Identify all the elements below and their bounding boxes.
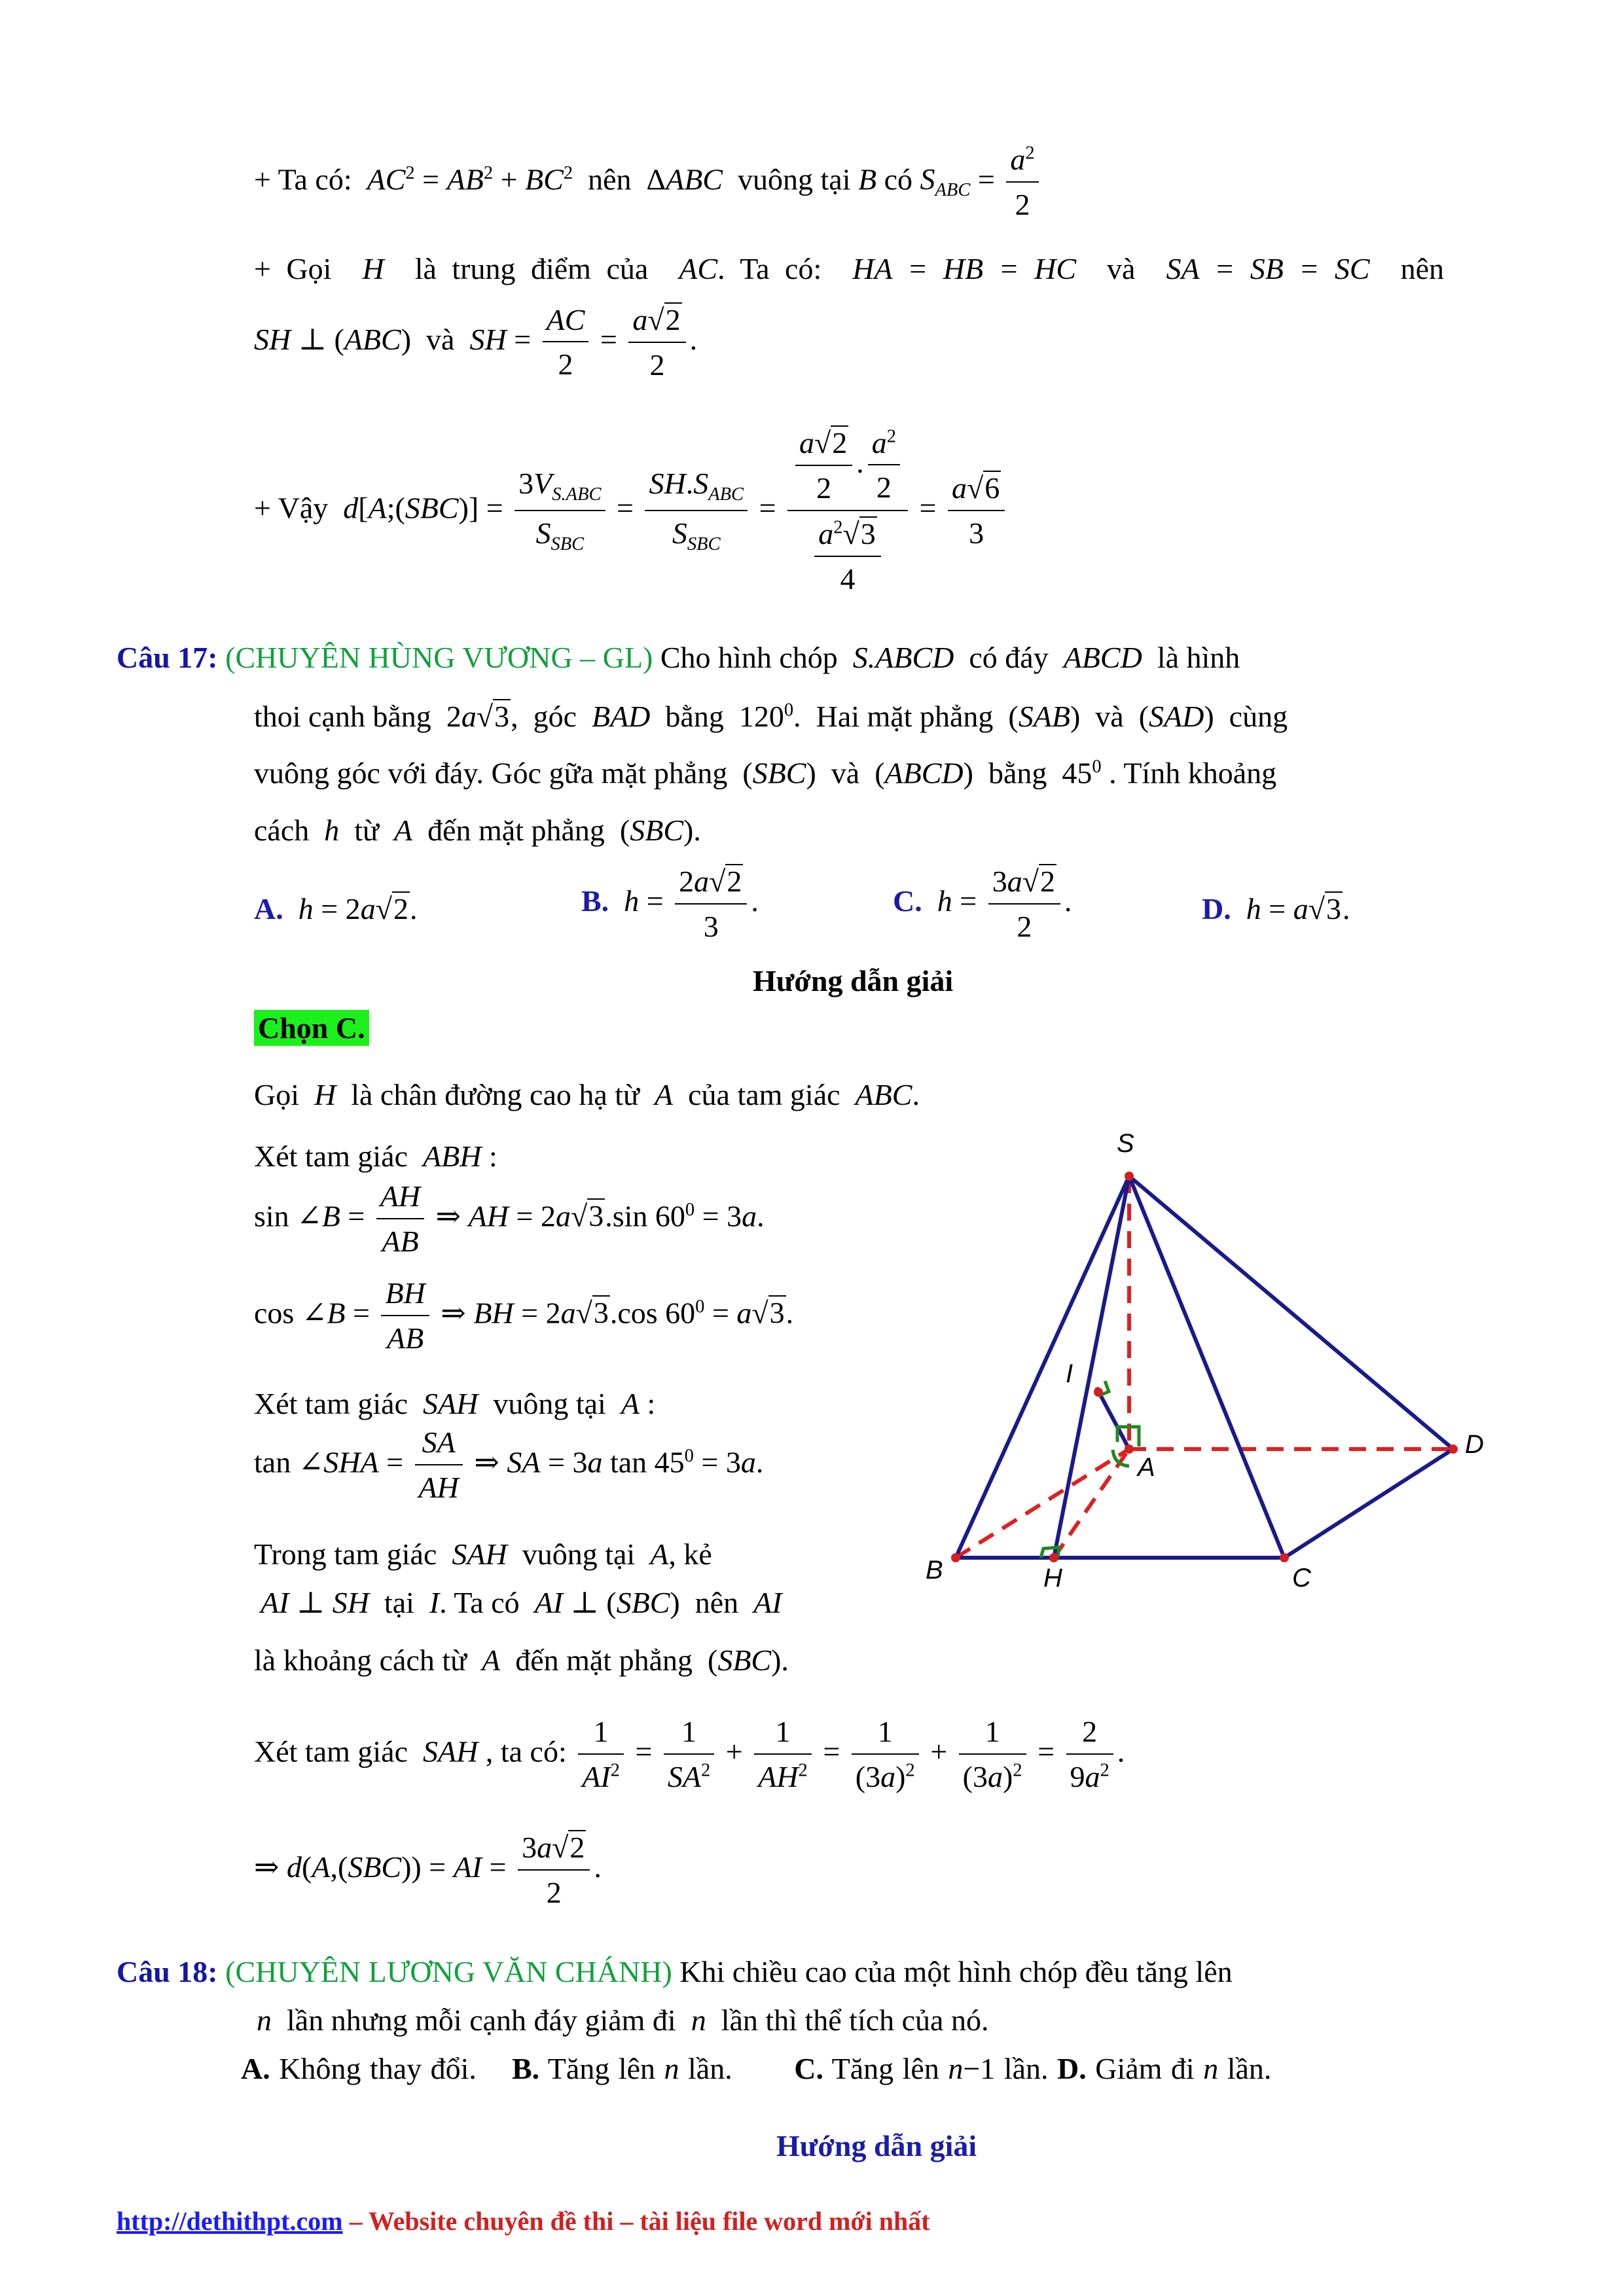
pyramid-figure: [903, 1113, 1492, 1610]
text: là khoảng cách từ: [254, 1643, 467, 1677]
chon-answer: [254, 1013, 369, 1043]
edge-SB: [956, 1176, 1129, 1558]
text: Không thay đổi.: [279, 2052, 477, 2085]
line-ta-co: + Ta có: $AC^2 = AB^2 + BC^2$ nên ΔABC vuông tại B có $S_{ABC}$ = $\frac{a^2}{2}$: [254, 143, 1043, 223]
fraction: $\frac{AH}{AB}$: [376, 1179, 424, 1259]
text: lần.: [1003, 2052, 1049, 2085]
q17-option-a[interactable]: A. h = 2a√2.: [254, 892, 418, 925]
edge-AI: [1096, 1388, 1129, 1449]
label-S: S: [1117, 1129, 1134, 1158]
q18-line1: [117, 1957, 1233, 1987]
sol-line5: Xét tam giác SAH vuông tại A :: [254, 1387, 656, 1420]
text: . Ta có: [439, 1586, 520, 1619]
text: thoi cạnh bằng: [254, 700, 431, 733]
q17-option-c[interactable]: C. h = $\frac{3a√2}{2}$ .: [893, 865, 1072, 943]
fraction: $\frac{1}{AH^2}$: [754, 1715, 812, 1795]
text: Xét tam giác: [254, 1734, 408, 1768]
text: có đáy: [969, 641, 1049, 674]
point-A: [1125, 1444, 1134, 1454]
text: nên: [588, 162, 632, 196]
sol-line8: AI ⊥ SH tại I. Ta có AI ⊥ (SBC) nên AI: [261, 1586, 782, 1619]
sol-sin: sin ∠B = $\frac{AH}{AB}$ ⇒ AH = 2a√3.sin $60^0 = 3a$.: [254, 1179, 765, 1258]
text: + Ta có:: [254, 162, 352, 196]
footer-link[interactable]: http://dethithpt.com: [117, 2206, 343, 2236]
fraction: $\frac{3a√2}{2}$: [988, 864, 1060, 944]
text: Cho hình chóp: [660, 641, 838, 674]
point-D: [1449, 1444, 1458, 1454]
text: là trung điểm của: [414, 252, 649, 285]
question-label: Câu 17:: [117, 641, 218, 674]
sol-line10: Xét tam giác SAH , ta có: $\frac{1}{AI^2}$ = $\frac{1}{SA^2}$ + $\frac{1}{AH^2}$ = $\frac{1}{(3a)^2}$ + $\frac{1}{(3a)^2}$ = $\frac{2}{9a^2}$ .: [254, 1715, 1125, 1793]
point-B: [951, 1553, 960, 1562]
fraction: $\frac{AC}{2}$: [543, 303, 589, 383]
label-I: I: [1066, 1359, 1074, 1388]
text: tại: [384, 1586, 414, 1619]
fraction: $\frac{3V_{S.ABC}}{S_{SBC}}$: [514, 467, 605, 556]
text: của tam giác: [688, 1078, 840, 1111]
fraction: $\frac{2}{9a^2}$: [1066, 1715, 1113, 1795]
text: lần nhưng mỗi cạnh đáy giảm đi: [287, 2003, 676, 2037]
text: vuông góc với đáy. Góc gữa mặt phẳng: [254, 756, 728, 790]
q18-option-a[interactable]: [241, 2052, 477, 2085]
text: nên: [1400, 252, 1445, 285]
sol-line7: Trong tam giác SAH vuông tại A, kẻ: [254, 1537, 712, 1571]
sol-line1: Gọi H là chân đường cao hạ từ A của tam giác ABC.: [254, 1078, 920, 1111]
text: + Vậy: [254, 491, 329, 525]
edge-SC: [1129, 1176, 1284, 1558]
fraction: $\frac{2a√2}{3}$: [675, 864, 747, 944]
fraction: $\frac{BH}{AB}$: [381, 1276, 429, 1356]
text: bằng: [988, 756, 1047, 790]
line-goi-h: + Gọi H là trung điểm của AC. Ta có: HA = HB = HC và SA = SB = SC nên: [254, 252, 1445, 285]
fraction: $\frac{1}{AI^2}$: [578, 1715, 624, 1795]
text: Xét tam giác: [254, 1387, 408, 1420]
var: n: [257, 2003, 272, 2037]
edge-SD: [1129, 1176, 1453, 1449]
label-D: D: [1465, 1430, 1484, 1459]
question-source: (CHUYÊN LƯƠNG VĂN CHÁNH): [225, 1955, 672, 1988]
line-vay: + Vậy d[A;(SBC)] = $\frac{3V_{S.ABC}}{S_{SBC}}$ = $\frac{SH.S_{ABC}}{S_{SBC}}$ = $\frac{a√2}{2}$ . $\frac{a^2}{2}$ $\frac{a^2√3}{4}$ = $\frac{a√6}{3}$: [254, 425, 1009, 597]
label-C: C: [1292, 1564, 1311, 1592]
option-label: A.: [241, 2052, 270, 2085]
point-C: [1280, 1553, 1289, 1562]
q17-line2: thoi cạnh bằng 2a√3, góc BAD bằng $120^0$. Hai mặt phẳng (SAB) và (SAD) cùng: [254, 700, 1288, 733]
question-label: Câu 18:: [117, 1955, 218, 1988]
option-label: A.: [254, 892, 283, 925]
sol-line9: là khoảng cách từ A đến mặt phẳng (SBC).: [254, 1643, 789, 1677]
edge-CD: [1284, 1449, 1453, 1558]
sol-tan: tan ∠SHA = $\frac{SA}{AH}$ ⇒ SA = 3a $\tan 45^0 = 3a$.: [254, 1426, 764, 1504]
q18-options: [241, 2054, 1271, 2084]
text: cùng: [1229, 700, 1288, 733]
text: Gọi: [254, 1078, 299, 1111]
text: . Ta có:: [717, 252, 822, 285]
label-H: H: [1043, 1564, 1062, 1592]
point-H: [1049, 1553, 1058, 1562]
fraction: $\frac{a√2}{2}$: [628, 302, 685, 383]
text: bằng: [665, 700, 724, 733]
text: Khi chiều cao của một hình chóp đều tăng lên: [679, 1955, 1233, 1988]
text: có: [884, 162, 913, 196]
var: AC: [679, 252, 718, 285]
fraction: $\frac{SA}{AH}$: [415, 1426, 463, 1505]
option-label: D.: [1057, 2052, 1087, 2085]
q17-option-b[interactable]: B. h = $\frac{2a√2}{3}$ .: [581, 865, 759, 943]
label-B: B: [926, 1556, 943, 1585]
q18-option-d[interactable]: D. Giảm đi n lần.: [1057, 2052, 1272, 2085]
fraction: $\frac{SH.S_{ABC}}{S_{SBC}}$: [645, 467, 748, 556]
text: Tăng lên: [831, 2052, 939, 2085]
text: là chân đường cao hạ từ: [351, 1078, 640, 1111]
text: đến mặt phẳng: [515, 1643, 693, 1677]
label-A: A: [1138, 1453, 1155, 1482]
q18-option-c[interactable]: C. Tăng lên n−1 lần.: [794, 2052, 1049, 2085]
text: đến mặt phẳng: [427, 814, 605, 847]
fraction: $\frac{a^2}{2}$: [1006, 143, 1038, 223]
footer-text: – Website chuyên đề thi – tài liệu file word mới nhất: [342, 2206, 930, 2236]
sol-cos: cos ∠B = $\frac{BH}{AB}$ ⇒ BH = 2a√3.cos $60^0 = a√3$.: [254, 1276, 794, 1355]
text: Tăng lên: [547, 2052, 656, 2085]
point-I: [1094, 1388, 1103, 1397]
fraction: $\frac{1}{SA^2}$: [664, 1715, 714, 1795]
text: Trong tam giác: [254, 1537, 437, 1571]
text: Xét tam giác: [254, 1139, 408, 1173]
text: . Tính khoảng: [1109, 756, 1277, 790]
text: lần thì thể tích của nó.: [721, 2003, 989, 2037]
chosen-answer: Chọn C.: [254, 1010, 369, 1046]
line-sh: SH ⊥ (ABC) và SH = $\frac{AC}{2}$ = $\frac{a√2}{2}$ .: [254, 302, 698, 382]
q18-line2: n lần nhưng mỗi cạnh đáy giảm đi n lần thì thể tích của nó.: [257, 2003, 989, 2037]
text: cách: [254, 814, 310, 847]
q17-line1: Câu 17: (CHUYÊN HÙNG VƯƠNG – GL) Cho hình chóp S.ABCD có đáy ABCD là hình: [117, 641, 1240, 674]
text: , ta có:: [485, 1734, 567, 1768]
sol-line2: Xét tam giác ABH :: [254, 1139, 497, 1173]
text: và: [1107, 252, 1136, 285]
q17-line3: vuông góc với đáy. Góc gữa mặt phẳng (SBC) và (ABCD) bằng $45^0$ . Tính khoảng: [254, 756, 1277, 790]
text: và: [426, 322, 455, 356]
text: lần.: [688, 2052, 732, 2085]
text: vuông tại: [493, 1387, 606, 1420]
text: góc: [533, 700, 577, 733]
fraction: $\frac{3a√2}{2}$: [518, 1830, 590, 1910]
text: , kẻ: [668, 1537, 712, 1571]
var: B: [857, 162, 877, 196]
fraction: $\frac{1}{(3a)^2}$: [852, 1715, 919, 1795]
footer: [117, 2208, 930, 2234]
option-label: C.: [893, 884, 922, 918]
var: H: [362, 252, 384, 285]
fraction: $\frac{a√2}{2}$ . $\frac{a^2}{2}$ $\frac{a^2√3}{4}$: [787, 425, 908, 597]
option-label: C.: [794, 2052, 823, 2085]
question-source: (CHUYÊN HÙNG VƯƠNG – GL): [225, 641, 653, 674]
text: Giảm đi: [1095, 2052, 1195, 2085]
q17-line4: cách h từ A đến mặt phẳng (SBC).: [254, 814, 701, 847]
text: từ: [354, 814, 379, 847]
q18-option-b[interactable]: B. Tăng lên n lần.: [511, 2052, 732, 2085]
point-S: [1125, 1172, 1134, 1181]
option-label: D.: [1202, 892, 1231, 925]
text: và: [831, 756, 860, 790]
fraction: $\frac{a√6}{3}$: [948, 471, 1005, 551]
sol-conclusion: ⇒ d(A,(SBC)) = AI = $\frac{3a√2}{2}$ .: [254, 1831, 602, 1909]
guide-title: Hướng dẫn giải: [753, 964, 954, 997]
text: và: [1095, 700, 1124, 733]
text: vuông tại: [522, 1537, 636, 1571]
fraction: $\frac{1}{(3a)^2}$: [959, 1715, 1026, 1795]
text: nên: [695, 1586, 739, 1619]
q17-option-d[interactable]: D. h = a√3.: [1202, 892, 1350, 925]
text: là hình: [1157, 641, 1240, 674]
option-label: B.: [511, 2052, 540, 2085]
text: lần.: [1227, 2052, 1272, 2085]
option-label: B.: [581, 884, 609, 918]
guide-title-q18: Hướng dẫn giải: [776, 2129, 977, 2162]
text: vuông tại: [738, 162, 851, 196]
text: Hai mặt phẳng: [816, 700, 994, 733]
text: + Gọi: [254, 252, 332, 285]
